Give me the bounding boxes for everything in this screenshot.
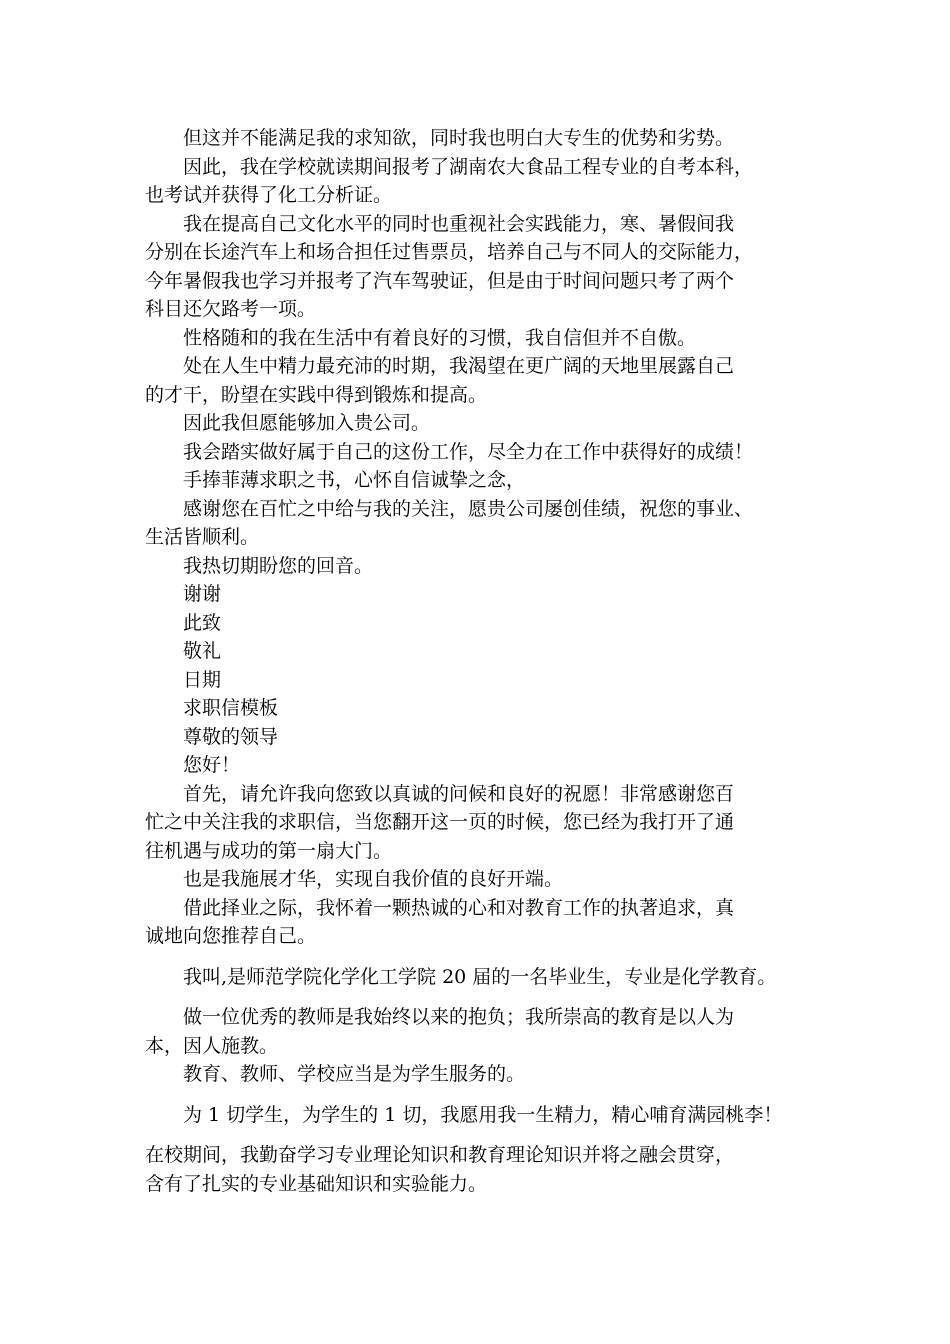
paragraph-3: 我在提高自己文化水平的同时也重视社会实践能力，寒、暑假间我 分别在长途汽车上和场合担任过售票员，培养自己与不同人的交际能力， 今年暑假我也学习并报考了汽车驾驶证，但是由于时间问题只考了两个 科目还欠路考一项。 (145, 212, 754, 320)
template-title: 求职信模板 (183, 697, 279, 719)
date-line: 日期 (183, 668, 222, 691)
paragraph-21: 我叫,是师范学院化学化工学院 20 届的一名毕业生，专业是化学教育。 (183, 965, 777, 988)
greeting-recipient: 尊敬的领导 (183, 725, 279, 748)
paragraph-1: 但这并不能满足我的求知欲，同时我也明白大专生的优势和劣势。 (183, 127, 735, 149)
paragraph-10: 我热切期盼您的回音。 (183, 554, 374, 577)
paragraph-19: 也是我施展才华，实现自我价值的良好开端。 (183, 868, 564, 890)
closing-salutation: 此致 (183, 611, 222, 634)
paragraph-2: 因此，我在学校就读期间报考了湖南农大食品工程专业的自考本科， 也考试并获得了化工分析证。 (145, 155, 754, 206)
paragraph-9: 感谢您在百忙之中给与我的关注，愿贵公司屡创佳绩，祝您的事业、 生活皆顺利。 (145, 497, 754, 548)
closing-regards: 敬礼 (183, 640, 222, 662)
paragraph-25: 在校期间，我勤奋学习专业理论知识和教育理论知识并将之融会贯穿， 含有了扎实的专业基础知识和实验能力。 (145, 1144, 735, 1195)
paragraph-4: 性格随和的我在生活中有着良好的习惯，我自信但并不自傲。 (183, 326, 697, 349)
paragraph-5: 处在人生中精力最充沛的时期，我渴望在更广阔的天地里展露自己 的才干，盼望在实践中得到锻炼和提高。 (145, 355, 735, 406)
paragraph-18: 首先，请允许我向您致以真诚的问候和良好的祝愿！非常感谢您百 忙之中关注我的求职信，当您翻开这一页的时候，您已经为我打开了通 往机遇与成功的第一扇大门。 (145, 782, 735, 862)
paragraph-24: 为 1 切学生，为学生的 1 切，我愿用我一生精力，精心哺育满园桃李！ (183, 1103, 783, 1126)
paragraph-20: 借此择业之际，我怀着一颗热诚的心和对教育工作的执著追求，真 诚地向您推荐自己。 (145, 896, 735, 947)
document-body (145, 124, 825, 1198)
paragraph-8: 手捧菲薄求职之书，心怀自信诚挚之念， (183, 469, 526, 491)
paragraph-22: 做一位优秀的教师是我始终以来的抱负；我所崇高的教育是以人为 本，因人施教。 (145, 1006, 735, 1057)
greeting-hello: 您好！ (183, 754, 241, 776)
closing-thanks: 谢谢 (183, 583, 222, 605)
paragraph-23: 教育、教师、学校应当是为学生服务的。 (183, 1063, 526, 1085)
paragraph-6: 因此我但愿能够加入贵公司。 (183, 412, 431, 434)
paragraph-7: 我会踏实做好属于自己的这份工作，尽全力在工作中获得好的成绩！ (183, 440, 754, 463)
